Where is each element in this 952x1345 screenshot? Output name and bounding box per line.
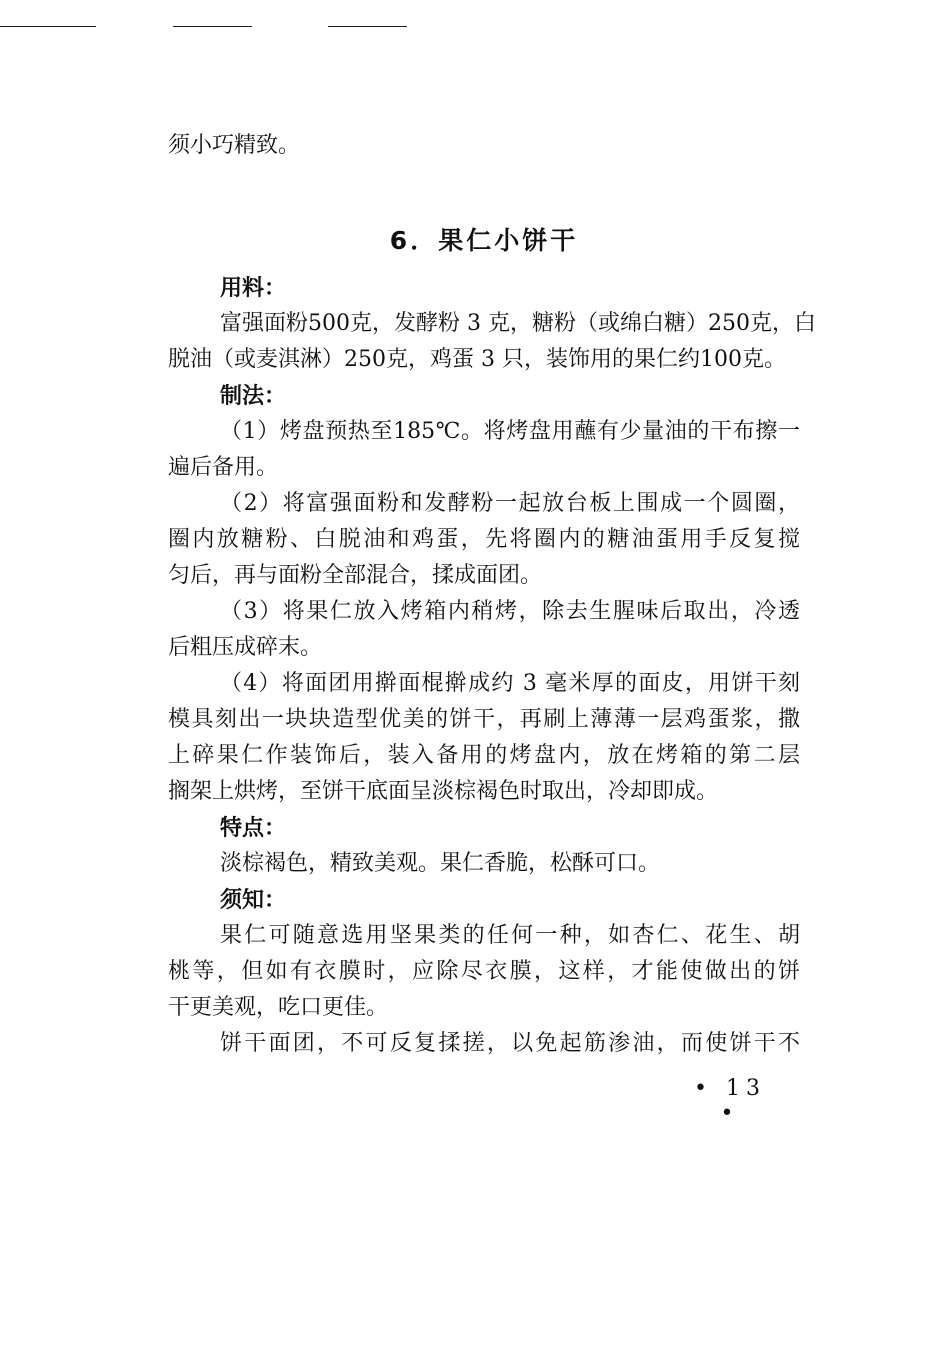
- step-line: （2）将富强面粉和发酵粉一起放台板上围成一个圆圈，: [220, 491, 800, 516]
- page-body: [168, 128, 816, 1062]
- step-line: 模具刻出一块块造型优美的饼干，再刷上薄薄一层鸡蛋浆，撒: [168, 707, 800, 732]
- ingredients-heading: 用料：: [220, 275, 287, 301]
- continuation-text: 须小巧精致。: [168, 133, 301, 158]
- step-line: 圈内放糖粉、白脱油和鸡蛋，先将圈内的糖油蛋用手反复搅: [168, 527, 800, 552]
- note-1: [168, 918, 800, 1026]
- step-line: 遍后备用。: [168, 455, 279, 480]
- header-rule-1: [0, 26, 96, 27]
- step-line: （3）将果仁放入烤箱内稍烤，除去生腥味后取出，冷透: [220, 599, 800, 624]
- ingredients-paragraph: [168, 306, 816, 378]
- note-line: 果仁可随意选用坚果类的任何一种，如杏仁、花生、胡: [220, 923, 800, 948]
- features-text: 淡棕褐色，精致美观。果仁香脆，松酥可口。: [220, 851, 661, 876]
- step-line: 匀后，再与面粉全部混合，揉成面团。: [168, 563, 543, 588]
- step-2: [168, 486, 800, 594]
- step-line: （4）将面团用擀面棍擀成约 3 毫米厚的面皮，用饼干刻: [220, 671, 800, 696]
- notes-heading: 须知：: [220, 887, 287, 913]
- header-rule-2: [173, 26, 252, 27]
- ingredients-line: 脱油（或麦淇淋）250克，鸡蛋 3 只，装饰用的果仁约100克。: [168, 347, 786, 372]
- note-line: 饼干面团，不可反复揉搓，以免起筋渗油，而使饼干不: [220, 1031, 800, 1056]
- step-line: 上碎果仁作装饰后，装入备用的烤盘内，放在烤箱的第二层: [168, 743, 800, 768]
- step-line: （1）烤盘预热至185℃。将烤盘用蘸有少量油的干布擦一: [220, 419, 800, 444]
- recipe-title: 6．果仁小饼干: [389, 226, 579, 255]
- note-line: 干更美观，吃口更佳。: [168, 995, 389, 1020]
- features-heading: 特点：: [220, 815, 287, 841]
- step-line: 后粗压成碎末。: [168, 635, 323, 660]
- step-3: [168, 594, 800, 666]
- step-4: [168, 666, 800, 810]
- header-rule-3: [328, 26, 407, 27]
- page-number: • 13 •: [694, 1076, 766, 1126]
- method-heading: 制法：: [220, 383, 287, 409]
- note-2: [168, 1026, 800, 1062]
- ingredients-line: 富强面粉500克，发酵粉 3 克，糖粉（或绵白糖）250克，白: [220, 311, 816, 336]
- step-1: [168, 414, 800, 486]
- step-line: 搁架上烘烤，至饼干底面呈淡棕褐色时取出，冷却即成。: [168, 779, 719, 804]
- note-line: 桃等，但如有衣膜时，应除尽衣膜，这样，才能使做出的饼: [168, 959, 800, 984]
